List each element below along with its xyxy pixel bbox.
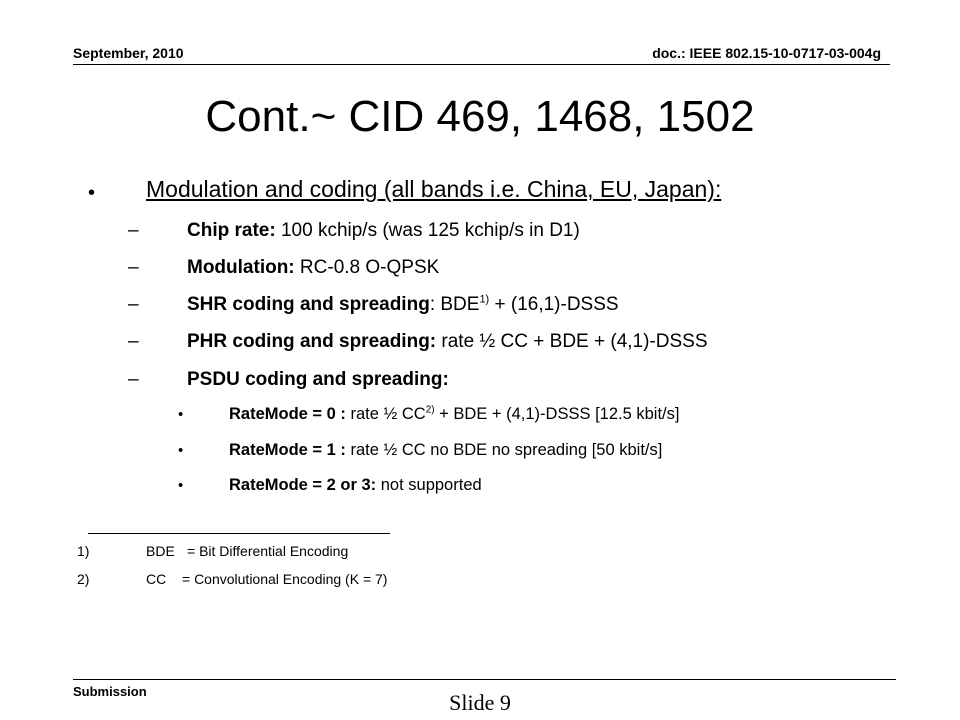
subsub-item-marker: • bbox=[178, 442, 184, 459]
subsub-item-label: RateMode = 0 : bbox=[229, 405, 346, 423]
subsub-item-text-cont: + BDE + (4,1)-DSSS [12.5 kbit/s] bbox=[434, 405, 680, 423]
footnote-number: 1) bbox=[77, 543, 90, 559]
footnote-ref: 1) bbox=[479, 293, 490, 306]
footnote-divider bbox=[88, 533, 390, 534]
footnote-definition: = Bit Differential Encoding bbox=[187, 543, 349, 559]
sub-item-text: rate ½ CC + BDE + (4,1)-DSSS bbox=[436, 331, 708, 352]
sub-item-text-cont: + (16,1)-DSSS bbox=[489, 294, 619, 315]
sub-item-label: PHR coding and spreading: bbox=[187, 331, 437, 352]
subsub-item-text: rate ½ CC bbox=[345, 405, 426, 423]
sub-item-label: SHR coding and spreading bbox=[187, 294, 430, 315]
sub-item-modulation bbox=[187, 257, 439, 279]
header-divider bbox=[73, 64, 890, 65]
footer-divider bbox=[73, 679, 896, 680]
subsub-item-text: rate ½ CC no BDE no spreading [50 kbit/s] bbox=[345, 441, 663, 459]
sub-item-marker: – bbox=[128, 369, 139, 390]
sub-item-psdu bbox=[187, 369, 449, 391]
subsub-item-ratemode-0 bbox=[229, 405, 679, 424]
footnote-number: 2) bbox=[77, 571, 90, 587]
sub-item-phr bbox=[187, 331, 708, 353]
sub-item-marker: – bbox=[128, 294, 139, 315]
sub-item-label: Modulation: bbox=[187, 257, 295, 278]
sub-item-chip-rate bbox=[187, 220, 580, 242]
sub-item-marker: – bbox=[128, 257, 139, 278]
subsub-item-ratemode-1 bbox=[229, 441, 662, 460]
main-bullet-marker: • bbox=[88, 182, 96, 204]
sub-item-label: PSDU coding and spreading: bbox=[187, 369, 449, 390]
subsub-item-marker: • bbox=[178, 477, 184, 494]
footnote-ref: 2) bbox=[425, 404, 435, 416]
sub-item-text: RC-0.8 O-QPSK bbox=[294, 257, 440, 278]
footnote-definition: = Convolutional Encoding (K = 7) bbox=[182, 571, 388, 587]
subsub-item-text: not supported bbox=[376, 476, 482, 494]
sub-item-text: : BDE bbox=[429, 294, 480, 315]
subsub-item-label: RateMode = 1 : bbox=[229, 441, 346, 459]
slide-number: Slide 9 bbox=[449, 690, 511, 715]
main-bullet-text: Modulation and coding (all bands i.e. China, EU, Japan): bbox=[146, 176, 722, 202]
header-doc-id: doc.: IEEE 802.15-10-0717-03-004g bbox=[652, 45, 881, 61]
footer-submission: Submission bbox=[73, 684, 147, 699]
footnote-abbr: BDE bbox=[146, 543, 175, 559]
subsub-item-label: RateMode = 2 or 3: bbox=[229, 476, 377, 494]
sub-item-label: Chip rate: bbox=[187, 220, 276, 241]
sub-item-shr bbox=[187, 294, 619, 316]
subsub-item-marker: • bbox=[178, 406, 184, 423]
sub-item-text: 100 kchip/s (was 125 kchip/s in D1) bbox=[275, 220, 580, 241]
footnote-abbr: CC bbox=[146, 571, 167, 587]
subsub-item-ratemode-2-3 bbox=[229, 476, 482, 495]
sub-item-marker: – bbox=[128, 220, 139, 241]
sub-item-marker: – bbox=[128, 331, 139, 352]
header-date: September, 2010 bbox=[73, 45, 184, 61]
slide-title: Cont.~ CID 469, 1468, 1502 bbox=[205, 92, 755, 141]
